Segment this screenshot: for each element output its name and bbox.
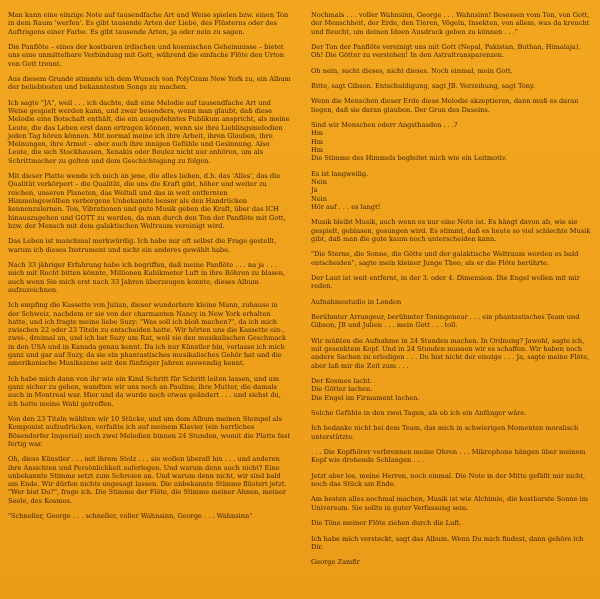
paragraph: Die Töne meiner Flöte ziehen durch die Luft. — [311, 519, 462, 528]
paragraph: Von den 23 Titeln wählten wir 10 Stücke, und um dem Album meinen Stempel als Komponist aufzudrücken, verfaßte ich auf meinem Klavier (ein herrliches Bösendorfer Imperial) noch zwei Melodien binnen 24 Stunden, womit die Platte fast fertig war. — [8, 415, 291, 448]
paragraph: Ich sagte "JA", weil . . . ich dachte, daß eine Melodie auf tausendfache Art und Weise gespielt werden kann, und zwar besonders, wenn man glaubt, daß diese Melodie eine Botschaft enthält, die ein ausgedehntes Publikum anspricht, als meine Leute, die das Leben erst dann ertragen können, wenn sie ihre Lieblingsmelodien jeden Tag hören können. Mit normal meine ich ihre Arbeit, ihren Glauben, ihre Meinungen, ihre Armut – aber auch ihre innigen Gefühle und Gesinnung. Also Leute, die sich Stockhausen, Xenakis oder Boulez nicht nur anhören, um als Schrittmacher zu gelten und dem Geschichtsgang zu folgen. — [8, 98, 290, 165]
paragraph: Ich habe mich dann von ihr wie ein Kind Schritt für Schritt leiten lassen, und um ganz sicher zu gehen, wandten wir uns noch an Pauline, ihre Mutter, die damals auch in Montreal war. Hier und da wurde noch etwas geändert . . . und siehst du, ich hatte meine Wahl getroffen. — [8, 374, 281, 408]
paragraph: Berühmter Arrangeur, berühmter Toningeneur . . . ein phantastisches Team und Gibson, JB und Julien . . . mein Gott . . . toll. — [311, 313, 580, 330]
paragraph: Mit dieser Platte wende ich mich an jene, die alles lieben, d.h. das 'Alles', das die Qualität verkörpert – die Qualität, die uns die Kraft gibt, höher und weiter zu reichen, unseren Planeten, das Weltall und das in weit entfernten Himmelsgewölben verborgene Unbekannte besser als den Handrücken kennenzulernen. Ton, Vibrationen und gute Musik geben die Kraft, über das ICH hinauszugehen und GOTT zu werden, da man durch den Ton der Panflöte mit Gott, bzw. der Mensch mit dem galaktischen Weltraum vereinigt wird. — [8, 172, 286, 230]
paragraph: Der Ton der Panflöte vereinigt uns mit Gott (Nepal, Pakistan, Buthan, Himalaja). Oh! Die Götter zu verstehen! In den Astraltransparenzen. — [311, 42, 581, 60]
paragraph: Aus diesem Grunde stimmte ich dem Wunsch von PolyGram New York zu, ein Album der beliebtesten und bekanntesten Songs zu machen. — [8, 74, 291, 92]
left-column — [8, 11, 291, 528]
signature: George Zamfir — [311, 558, 360, 567]
paragraph: Sind wir Menschen oderr Angsthasden . . .? Hm Hm Hm Die Stimme des Himmels begleitet mich wie ein Leitmotiv. — [311, 121, 507, 163]
paragraph: Ich habe mich versteckt, sagt das Album. Wenn Du mich findest, dann gehöre ich Dir. — [311, 534, 584, 551]
paragraph: Jetzt aber los, meine Herren, noch einmal. Die Note in der Mitte gefällt mir nicht, noch das Stück am Ende. — [311, 471, 586, 489]
paragraph: "Die Sterne, die Sonne, die Götte und der galaktische Weltraum werden es bald entscheiden", sagte mein kleiner Junge Theo, als er die Flöte berührte. — [311, 250, 579, 267]
paragraph: Es ist langweilig. Nein Ja Nein Hör auf . . . es langt! — [311, 169, 381, 211]
paragraph: Solche Gefühle in den zwei Tagen, als ob ich ein Anfänger wäre. — [311, 409, 527, 417]
paragraph: Ich bedanke nicht bei dem Team, das mich in schwierigen Momenten moralisch unterstützte. — [311, 424, 579, 441]
paragraph: Man kann eine einzige Note auf tausendfache Art und Weise spielen bzw. einen Ton in dem Raum 'werfen'. Es gibt tausende Arten der Liebe, des Flüsterns oder des Auftragens einer Farbe. Es gibt tausende Arten, ja oder nein zu sagen. — [8, 11, 289, 36]
paragraph: Nochmals . . . voller Wahnsinn, George . . . Wahnsinn! Besessen vom Ton, von Gott, der Menschheit, der Erde, den Tieren, Vögeln, Insekten, von allem, was da kreucht und fleucht, um deinen Ideen Ausdruck geben zu können . . ." — [311, 11, 590, 36]
paragraph: Oh nein, sucht dieses, nicht dieses. Noch einmal, mein Gott. — [311, 66, 513, 75]
paragraph: . . . Die Kopfhörer verbrennen meine Ohren . . . Mikrophone hängen über meinem Kopf wie drohende Schlangen . . . — [311, 448, 586, 465]
paragraph: Bitte, sagt Gibson. Entschuldigung, sagt JB. Verzeihung, sagt Tony. — [311, 82, 536, 91]
paragraph: Das Leben ist manchmal merkwürdig. Ich habe mir oft selbst die Frage gestellt, warum ich dieses Instrument und nicht ein anderes gewählt habe. — [8, 237, 277, 254]
paragraph: Der Laut ist weit entfernt, in der 3. oder 4. Dimension. Die Engel wollen mit mir reden. — [311, 273, 580, 291]
paragraph: Nach 33 jähriger Erfahrung habe ich begriffen, daß meine Panflöte . . . na ja . . . mich mit Recht bitten könnte, Millionen Kubikmeter Luft in ihre Röhren zu blasen, auch wenn Sie mich erst nach 33 Jahren überzeugen konnte, dieses Album aufzuzeichnen. — [8, 260, 286, 294]
paragraph: Der Kosmos lacht. Die Götter lachen. Die Engel im Firmament lachen. — [311, 377, 420, 402]
paragraph: Oh, diese Künstler . . . mit ihrem Stolz . . . sie wollen überall hin . . . und anderen ihre Ansichten und Persönlichkeit auferlegen. Und warum denn auch nicht? Eine unbekannte Stimme setzt zum Schreien an. Und warum denn nicht, wir sind bald am Ende. Wir dürfen nichts ungesagt lassen. Die unbekannte Stimme flüstert jetzt. "Wer bist Du?", frage ich. Die Stimme der Flöte, die Stimme meiner Ahnen, meiner Seele, des Kosmos. — [8, 455, 287, 505]
paragraph: Die Panflöte – eines der kostbaren irdischen und kosmischen Geheimnisse – bietet uns eine unmittelbare Verbindung mit Gott, während die einfache Flöte den Urton von Gott trennt. — [8, 42, 285, 68]
right-column — [311, 11, 594, 574]
paragraph: "Schneller, George . . . schneller, voller Wahnsinn, George . . . Wahnsinn" — [8, 512, 253, 521]
paragraph: Musik bleibt Musik, auch wenn es nur eine Note ist. Es hängt davon ab, wie sie gespielt, geblasen, gesungen wird. Es stimmt, daß es heute so viel schlechte Musik gibt, daß man die gute kaum noch unterscheiden kann. — [311, 218, 591, 243]
section-heading: Aufnahmestudio in London — [311, 297, 402, 306]
paragraph: Wenn die Menschen dieser Erde diese Melodie akzeptieren, dann muß es daran liegen, daß sie daran glauben. Der Grun des Daseins. — [311, 97, 579, 114]
paragraph: Ich empfing die Kassette von Julian, dieser wunderbare kleine Mann, zuhause in der Schweiz, nachdem er sie von der charmanten Nancy in New York erhalten hatte, und ich fragte meine liebe Suzy: "Was soll ich bloß machen?", da ich mich zwischen 22 oder 23 Titeln zu entscheiden hatte. Wir hörten uns die Kassette ein-, zwei-, dreimal an, und ich bat Suzy um Rat, weil sie den musikalischen Geschmack in den USA und in Kanada genau kennt. Da ich nur Künstler bin, verlasse ich mich ganz und gar auf Suzy, da sie ein phantastisches musikalisches Gehör hat und die amerikanische Musikszene seit den fünfziger Jahren auswendig kennt. — [8, 301, 286, 368]
paragraph: Wir müßten die Aufnahme in 24 Stunden machen. In Ordnung? Jawohl, sagte ich, mit gesenktem Kopf. Und in 24 Stunden mussen wir es schaffen. Wir haben noch andere Sachen zu erledigen . . . Du bist nicht der einzige . . . Ja, sagte meine Flöte, aber laß mir die Zeit zum . . . — [311, 336, 590, 370]
paragraph: Am besten alles nochmal machen, Musik ist wie Alchimie, die kostbarste Sonne im Universum. Sie sollte in guter Verfassung sein. — [311, 495, 588, 512]
